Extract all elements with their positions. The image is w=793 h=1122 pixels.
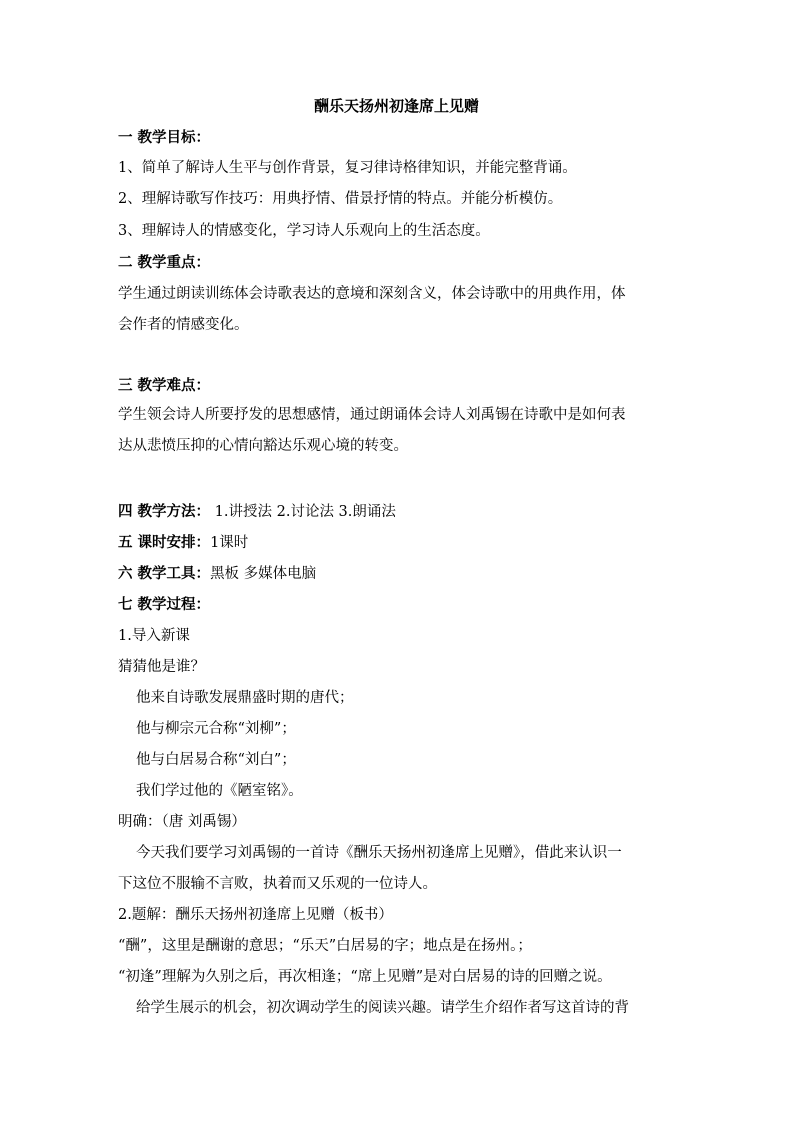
method-line (118, 502, 396, 522)
tools-value: 黑板 多媒体电脑 (210, 566, 317, 582)
process-line-5: 他与白居易合称“刘白”； (136, 752, 296, 768)
process-heading: 七 教学过程： (118, 596, 211, 613)
process-line-12: “初逢”理解为久别之后，再次相逢；“席上见赠”是对白居易的诗的回赠之说。 (118, 969, 612, 985)
goal-item-3: 3、理解诗人的情感变化，学习诗人乐观向上的生活态度。 (118, 223, 490, 239)
process-line-4: 他与柳宗元合称“刘柳”； (136, 721, 296, 737)
goal-item-2: 2、理解诗歌写作技巧：用典抒情、借景抒情的特点。并能分析模仿。 (118, 191, 563, 207)
difficulty-line-1: 学生领会诗人所要抒发的思想感情，通过朗诵体会诗人刘禹锡在诗歌中是如何表 (118, 407, 626, 423)
process-line-8: 今天我们要学习刘禹锡的一首诗《酬乐天扬州初逢席上见赠》，借此来认识一 (136, 845, 622, 861)
process-line-7: 明确：（唐 刘禹锡） (118, 814, 246, 830)
difficulty-heading: 三 教学难点： (118, 377, 211, 394)
tools-line (118, 564, 316, 584)
process-line-9: 下这位不服输不言败，执着而又乐观的一位诗人。 (118, 876, 437, 892)
key-points-line-1: 学生通过朗读训练体会诗歌表达的意境和深刻含义，体会诗歌中的用典作用，体 (118, 286, 626, 302)
process-line-1: 1.导入新课 (118, 628, 190, 644)
tools-heading: 六 教学工具： (118, 565, 211, 582)
goals-heading: 一 教学目标： (118, 129, 211, 146)
method-heading: 四 教学方法： (118, 503, 211, 520)
process-line-11: “酬”，这里是酬谢的意思；“乐天”白居易的字；地点是在扬州。； (118, 938, 532, 954)
process-line-2: 猜猜他是谁？ (118, 659, 205, 675)
key-points-heading: 二 教学重点： (118, 254, 211, 271)
hours-line (118, 533, 248, 553)
process-line-6: 我们学过他的《陋室铭》。 (136, 783, 303, 799)
document-title: 酬乐天扬州初逢席上见赠 (313, 97, 479, 115)
goal-item-1: 1、简单了解诗人生平与创作背景，复习律诗格律知识，并能完整背诵。 (118, 160, 577, 176)
method-value: 1.讲授法 2.讨论法 3.朗诵法 (210, 504, 396, 520)
process-line-3: 他来自诗歌发展鼎盛时期的唐代； (136, 690, 354, 706)
difficulty-line-2: 达从悲愤压抑的心情向豁达乐观心境的转变。 (118, 438, 408, 454)
hours-value: 1课时 (210, 535, 249, 551)
process-line-13: 给学生展示的机会，初次调动学生的阅读兴趣。请学生介绍作者写这首诗的背 (136, 1000, 629, 1016)
key-points-line-2: 会作者的情感变化。 (118, 317, 249, 333)
hours-heading: 五 课时安排： (118, 534, 211, 551)
process-line-10: 2.题解：酬乐天扬州初逢席上见赠（板书） (118, 907, 393, 923)
